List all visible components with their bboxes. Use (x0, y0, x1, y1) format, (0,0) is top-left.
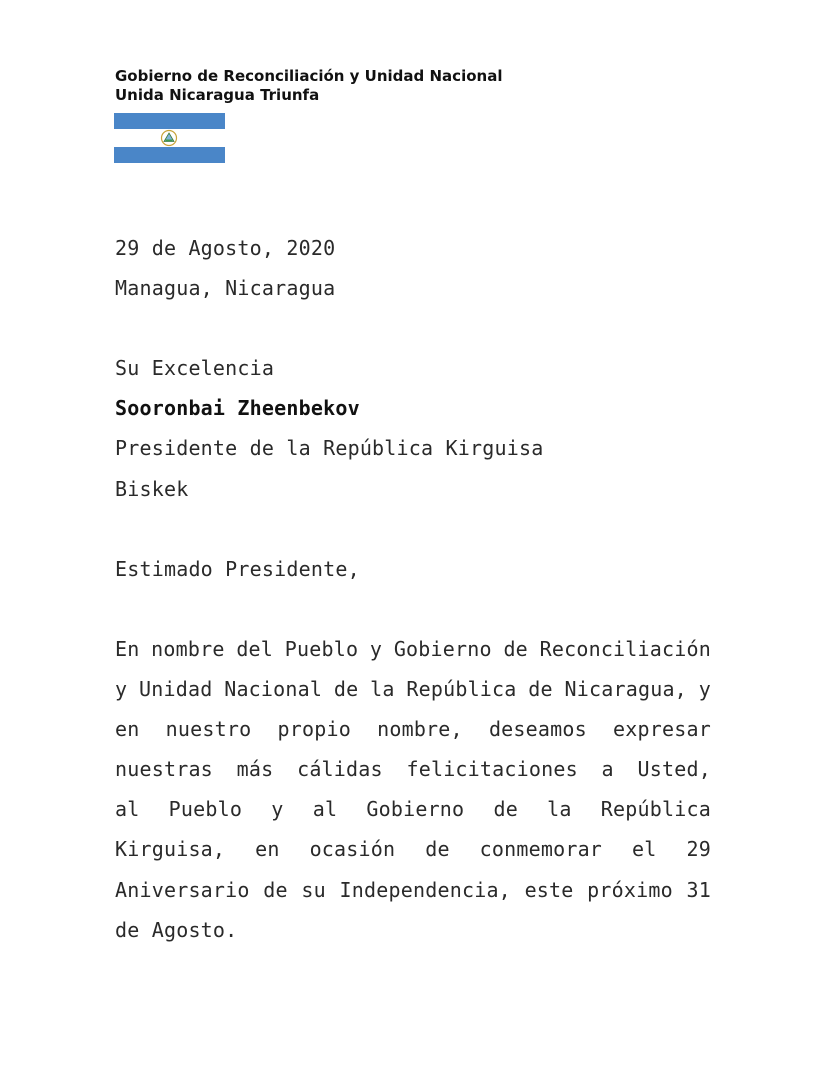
recipient-salutation-title: Su Excelencia (115, 356, 275, 381)
nicaragua-flag-icon (114, 113, 225, 163)
recipient-city: Biskek (115, 476, 189, 501)
paragraph-line: al Pueblo y al Gobierno de la República (115, 797, 711, 822)
letter-body (115, 228, 711, 950)
paragraph-line: y Unidad Nacional de la República de Nicaragua, y (115, 677, 711, 702)
flag-stripe-bottom (114, 147, 225, 163)
paragraph-line: Kirguisa, en ocasión de conmemorar el 29 (115, 837, 711, 862)
letterhead-slogan: Unida Nicaragua Triunfa (115, 86, 320, 104)
letter-date: 29 de Agosto, 2020 (115, 236, 336, 260)
letter-paragraph (115, 629, 711, 950)
recipient-name: Sooronbai Zheenbekov (115, 396, 360, 421)
coat-of-arms-icon (159, 129, 179, 147)
flag-stripe-top (114, 113, 225, 129)
paragraph-line: en nuestro propio nombre, deseamos expresar (115, 717, 711, 742)
letterhead (115, 67, 502, 105)
paragraph-line: En nombre del Pueblo y Gobierno de Reconciliación (115, 636, 711, 661)
paragraph-line: Aniversario de su Independencia, este próximo 31 (115, 877, 711, 902)
paragraph-line: de Agosto. (115, 917, 238, 942)
letter-greeting: Estimado Presidente, (115, 556, 360, 581)
letterhead-government-name: Gobierno de Reconciliación y Unidad Nacional (115, 67, 503, 85)
recipient-title: Presidente de la República Kirguisa (115, 436, 544, 461)
letter-place: Managua, Nicaragua (115, 276, 336, 301)
paragraph-line: nuestras más cálidas felicitaciones a Usted, (115, 757, 711, 782)
